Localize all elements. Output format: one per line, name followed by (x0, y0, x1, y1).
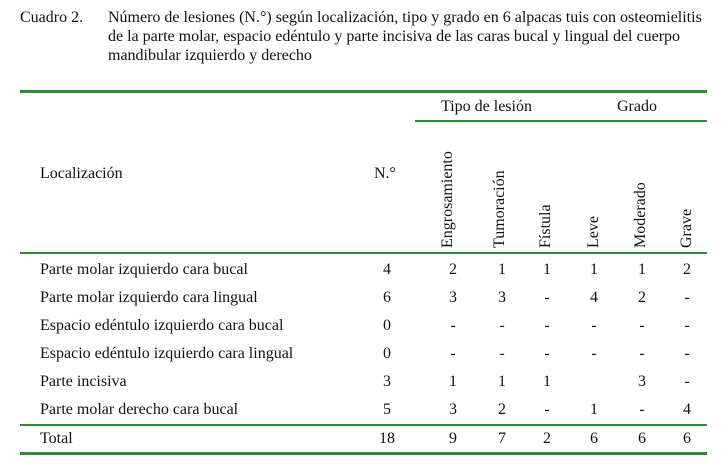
row-n: 5 (383, 401, 391, 418)
cell-leve: 1 (590, 401, 598, 418)
caption-label: Cuadro 2. (20, 9, 84, 26)
top-rule (20, 90, 707, 93)
table-row (0, 284, 727, 312)
cell-tumoracion: - (499, 317, 505, 334)
row-localizacion: Parte molar izquierdo cara bucal (40, 261, 248, 278)
total-rule (20, 424, 707, 426)
row-n: 3 (383, 373, 391, 390)
cell-leve: 1 (590, 261, 598, 278)
cell-grave: 2 (683, 261, 691, 278)
cell-engrosamiento: - (450, 345, 456, 362)
row-n: 18 (379, 430, 395, 447)
row-n: 0 (383, 317, 391, 334)
cell-grave: - (684, 373, 690, 390)
header-grave: Grave (678, 208, 695, 248)
table-row (0, 256, 727, 284)
cell-leve: - (591, 317, 597, 334)
cell-tumoracion: 3 (498, 289, 506, 306)
header-localizacion: Localización (40, 165, 123, 182)
table-row (0, 340, 727, 368)
cell-engrosamiento: 9 (449, 430, 457, 447)
header-tumoracion: Tumoración (491, 170, 508, 248)
table-row (0, 396, 727, 424)
header-fistula: Fístula (537, 204, 554, 248)
cell-leve: 4 (590, 289, 598, 306)
cell-fistula: - (544, 289, 550, 306)
row-n: 6 (383, 289, 391, 306)
cell-moderado: 2 (638, 289, 646, 306)
cell-grave: - (684, 317, 690, 334)
caption-text: Número de lesiones (N.°) según localización, tipo y grado en 6 alpacas tuis con osteomielitis de la parte molar, espacio edéntulo y parte incisiva de las caras bucal y lingual del cuerpo mandibular izquierdo y derecho (108, 9, 702, 64)
row-n: 4 (383, 261, 391, 278)
header-n: N.° (374, 165, 396, 182)
row-localizacion: Parte incisiva (40, 373, 127, 390)
bottom-rule (20, 452, 707, 455)
cell-moderado: 6 (638, 430, 646, 447)
cell-moderado: 1 (638, 261, 646, 278)
cell-tumoracion: 1 (498, 261, 506, 278)
table-row (0, 368, 727, 396)
cell-grave: - (684, 289, 690, 306)
row-localizacion: Espacio edéntulo izquierdo cara bucal (40, 317, 284, 334)
cell-fistula: - (544, 317, 550, 334)
cell-tumoracion: - (499, 345, 505, 362)
cell-fistula: - (544, 345, 550, 362)
cell-tumoracion: 2 (498, 401, 506, 418)
cell-engrosamiento: 2 (449, 261, 457, 278)
header-moderado: Moderado (632, 182, 649, 248)
row-localizacion: Parte molar izquierdo cara lingual (40, 289, 258, 306)
row-localizacion: Total (40, 430, 73, 447)
group-rule (415, 120, 707, 122)
cell-grave: 4 (683, 401, 691, 418)
cell-fistula: 1 (543, 261, 551, 278)
row-localizacion: Parte molar derecho cara bucal (40, 401, 239, 418)
cell-moderado: - (639, 401, 645, 418)
row-localizacion: Espacio edéntulo izquierdo cara lingual (40, 345, 294, 362)
cell-leve: 6 (590, 430, 598, 447)
cell-engrosamiento: - (450, 317, 456, 334)
cell-fistula: - (544, 401, 550, 418)
cell-leve: - (591, 345, 597, 362)
row-n: 0 (383, 345, 391, 362)
cell-engrosamiento: 3 (449, 401, 457, 418)
header-leve: Leve (585, 216, 602, 248)
cell-tumoracion: 1 (498, 373, 506, 390)
table-caption (20, 8, 720, 65)
cell-moderado: - (639, 317, 645, 334)
header-engrosamiento: Engrosamiento (439, 151, 456, 248)
cell-grave: 6 (683, 430, 691, 447)
cell-engrosamiento: 1 (449, 373, 457, 390)
cell-moderado: 3 (638, 373, 646, 390)
header-rule (20, 252, 707, 254)
total-row (0, 425, 727, 453)
cell-fistula: 1 (543, 373, 551, 390)
group-header-tipo: Tipo de lesión (441, 98, 532, 115)
cell-tumoracion: 7 (498, 430, 506, 447)
cell-grave: - (684, 345, 690, 362)
cell-engrosamiento: 3 (449, 289, 457, 306)
cell-moderado: - (639, 345, 645, 362)
cell-fistula: 2 (543, 430, 551, 447)
group-header-grado: Grado (617, 98, 657, 115)
table-row (0, 312, 727, 340)
